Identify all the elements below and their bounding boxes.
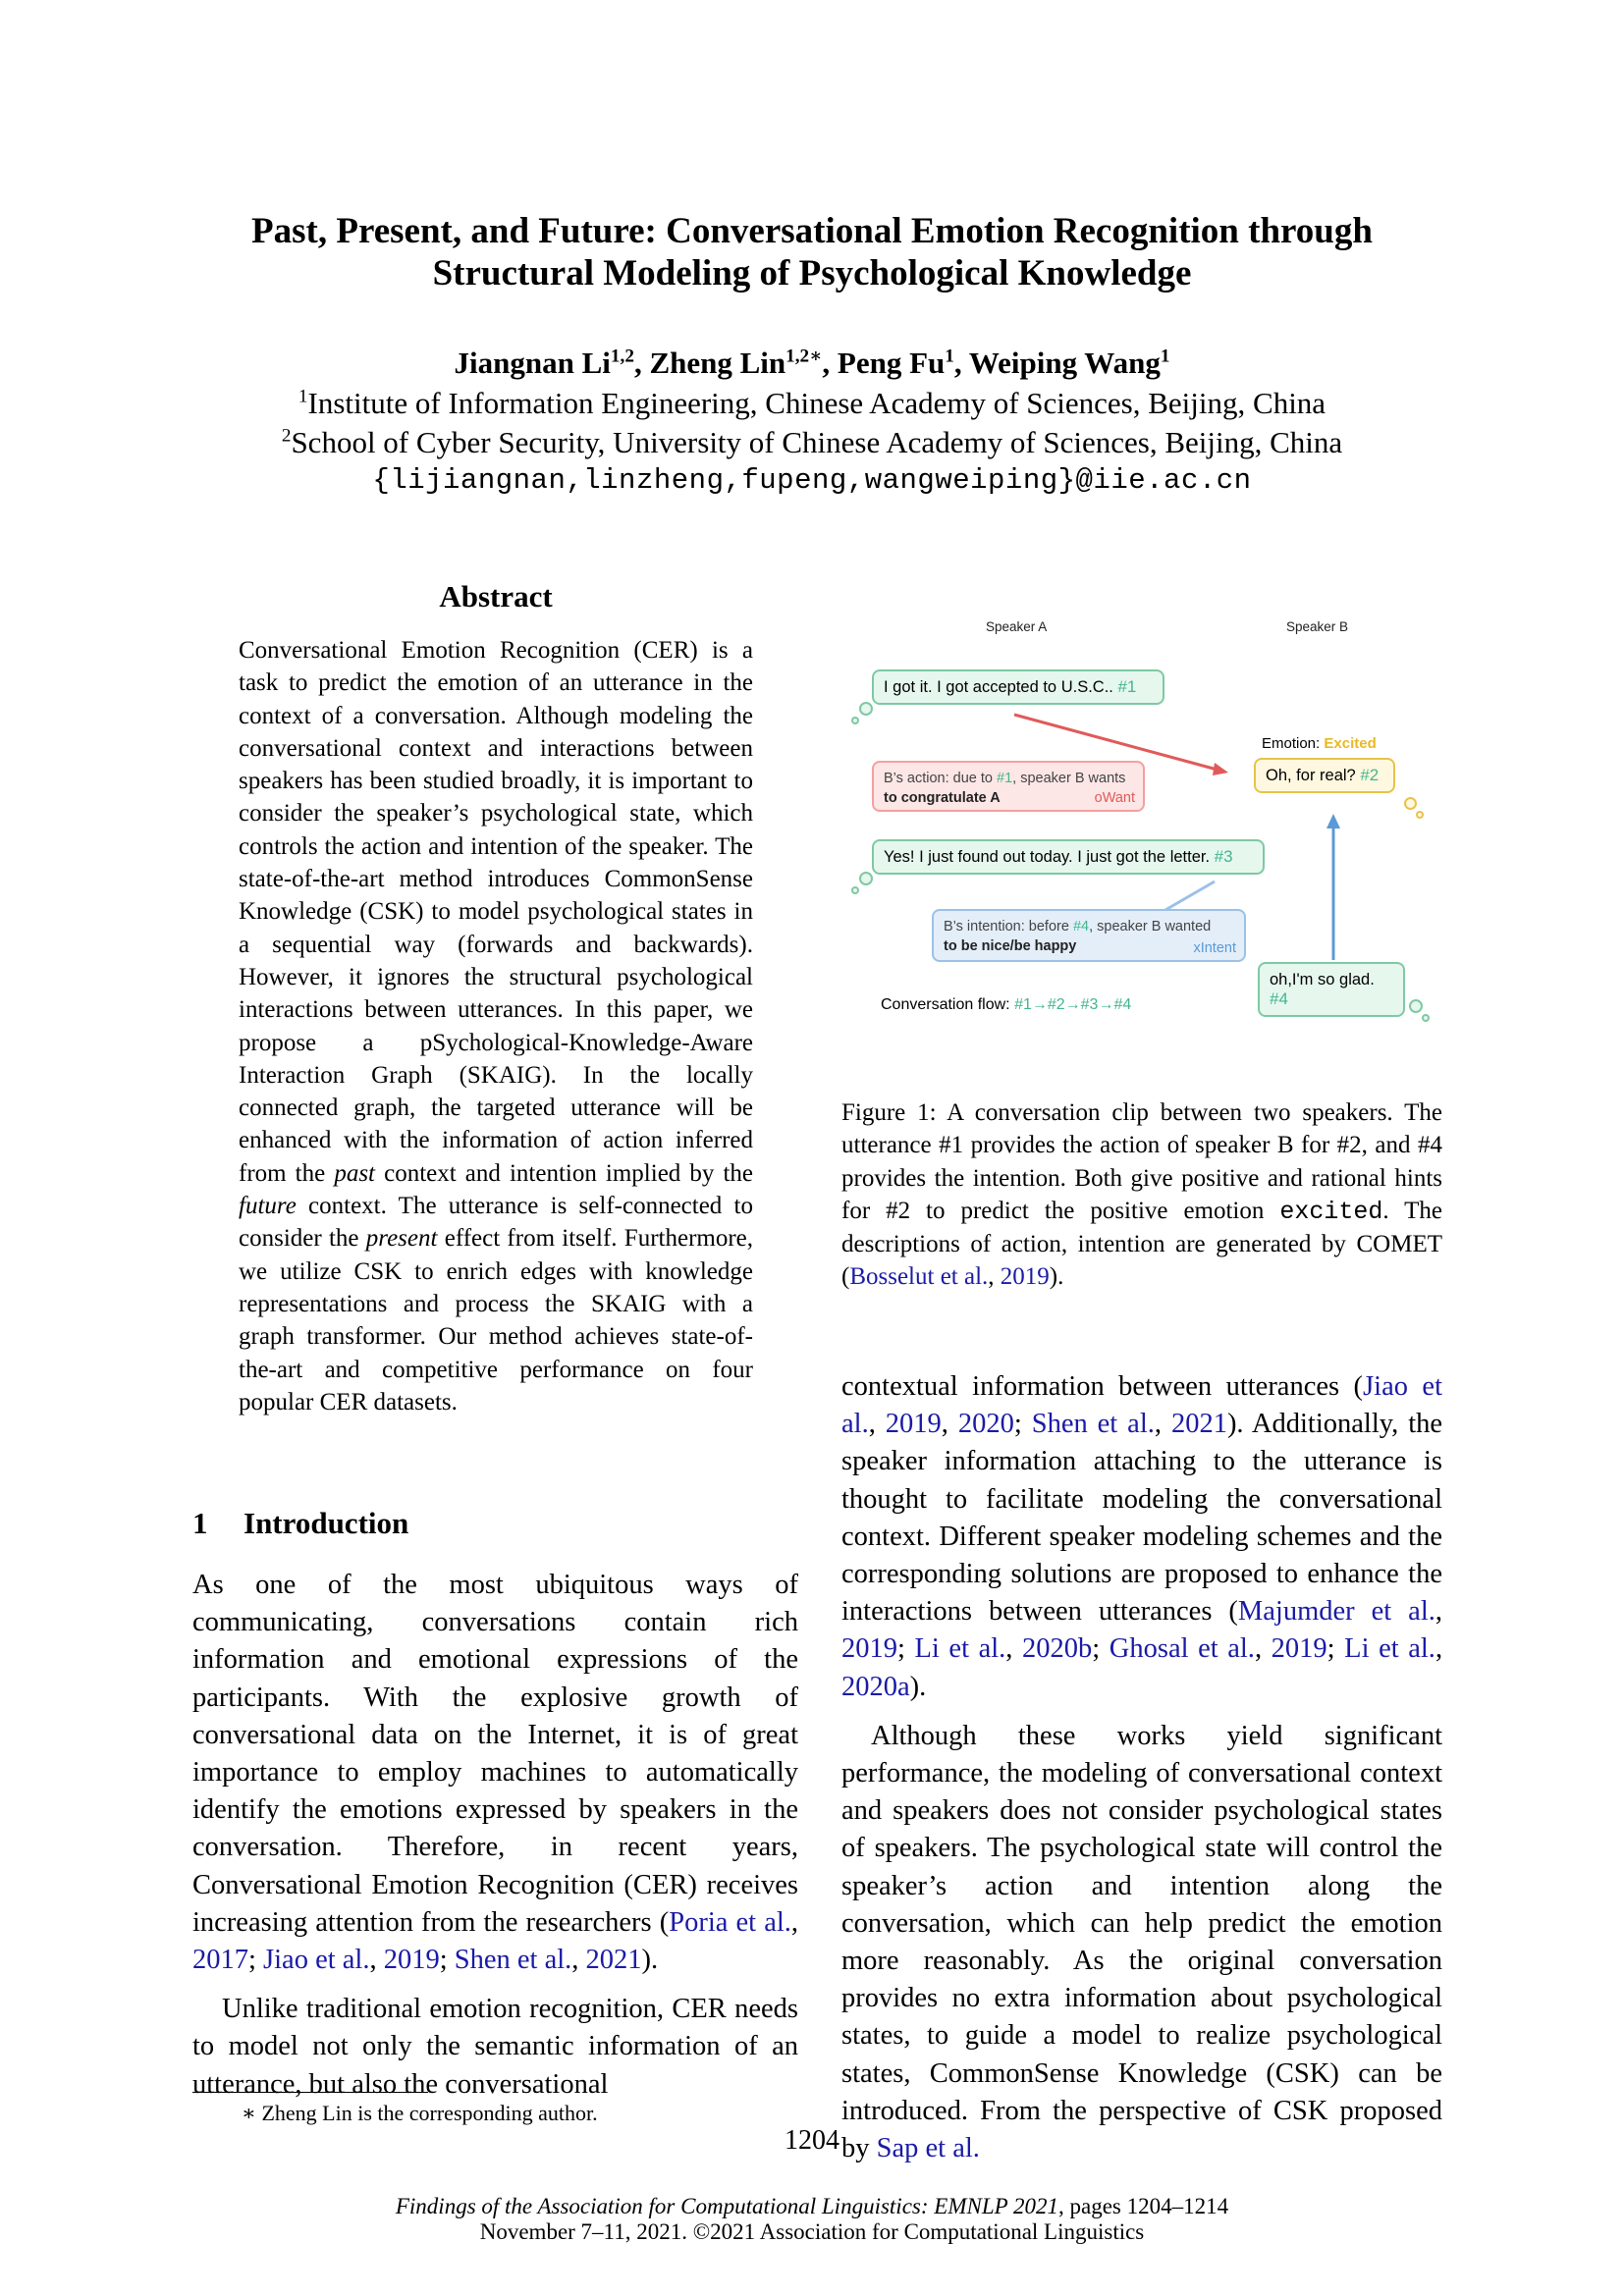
intention-box	[932, 909, 1246, 962]
venue-name: Findings of the Association for Computational Linguistics: EMNLP 2021	[395, 2194, 1058, 2218]
footnote: ∗ Zheng Lin is the corresponding author.	[242, 2101, 598, 2125]
citation-link[interactable]: Bosselut et al.	[849, 1263, 989, 1291]
flow-label: Conversation flow:	[881, 996, 1015, 1013]
emotion-value: Excited	[1324, 735, 1377, 752]
action-bold: to congratulate A	[884, 790, 1001, 806]
action-ref: #1	[997, 771, 1013, 786]
venue-line-1	[0, 2194, 1624, 2219]
title-line-1: Past, Present, and Future: Conversational Emotion Recognition through	[251, 211, 1373, 251]
intention-bold: to be nice/be happy	[944, 938, 1077, 954]
citation-link[interactable]: Shen et al.	[1031, 1409, 1155, 1440]
citation-year-link[interactable]: 2020b	[1022, 1633, 1093, 1665]
intro-paragraph-2: Unlike traditional emotion recognition, CER needs to model not only the semantic information of an utterance, but also the conversational	[192, 1994, 798, 2100]
citation-link[interactable]: Poria et al.	[669, 1906, 791, 1938]
right-text-1b: ). Additionally, the speaker information attaching to the utterance is thought to facilitate modeling the conversational context. Different speaker modeling schemes and the corresponding solutions are proposed to enhance the interactions between utterances (	[841, 1409, 1443, 1628]
utterance-4-tag: #4	[1270, 989, 1288, 1008]
venue-footer	[0, 2194, 1624, 2245]
citation-year-link[interactable]: 2019	[1271, 1633, 1327, 1665]
citation-link[interactable]: Majumder et al.	[1237, 1596, 1435, 1628]
right-column-body	[841, 1368, 1442, 2167]
intention-relation: xIntent	[1193, 940, 1236, 956]
author-emails: {lijiangnan,linzheng,fupeng,wangweiping}@iie.ac.cn	[372, 464, 1252, 497]
abstract-text-1: Conversational Emotion Recognition (CER) is a task to predict the emotion of an utterance in the context of a conversation. Although modeling the conversational context and interactions between speakers has been studied broadly, it is important to consider the speaker’s psychological state, which controls the action and intention of the speaker. The state-of-the-art method introduces CommonSense Knowledge (CSK) to model psychological states in a sequential way (forwards and backwards). However, it ignores the structural psychological interactions between utterances. In this paper, we propose a pSychological-Knowledge-Aware Interaction Graph (SKAIG). In the locally connected graph, the targeted utterance will be enhanced with the information of action inferred from the	[239, 637, 753, 1187]
thought-bubble	[1422, 1014, 1430, 1022]
author-2: Zheng Lin	[649, 346, 786, 380]
utterance-2-tag: #2	[1360, 766, 1380, 784]
left-column-body	[192, 1567, 798, 2104]
venue-line-2: November 7–11, 2021. ©2021 Association for Computational Linguistics	[479, 2219, 1145, 2244]
author-2-sup: 1,2∗	[785, 346, 823, 367]
utterance-4	[1258, 962, 1405, 1017]
utterance-3-tag: #3	[1214, 847, 1233, 866]
section-number: 1	[192, 1506, 208, 1540]
right-paragraph-2	[841, 1718, 1442, 2167]
footnote-rule	[192, 2092, 428, 2093]
citation-year-link[interactable]: 2019	[383, 1945, 440, 1976]
flow-value: #1→#2→#3→#4	[1014, 996, 1132, 1013]
caption-text-b: . The descriptions of action, intention are generated by COMET (	[841, 1197, 1442, 1291]
thought-bubble	[1404, 797, 1417, 810]
citation-link[interactable]: Jiao et al.	[841, 1371, 1442, 1440]
venue-pages: , pages 1204–1214	[1058, 2194, 1229, 2218]
section-heading-introduction	[192, 1506, 408, 1541]
right-text-1c: ).	[909, 1671, 927, 1702]
utterance-1-text: I got it. I got accepted to U.S.C..	[884, 678, 1113, 696]
caption-text-a: Figure 1: A conversation clip between two speakers. The utterance #1 provides the action of speaker B for #2, and #4 provides the intention. Both give positive and rational hints for #2 to predict the positive emotion	[841, 1099, 1442, 1224]
thought-bubble	[851, 886, 859, 894]
action-text-1: B’s action: due to	[884, 771, 998, 786]
citation-link[interactable]: Jiao et al.	[263, 1945, 370, 1976]
utterance-1-tag: #1	[1117, 677, 1137, 696]
action-text-2: , speaker B wants	[1012, 771, 1126, 786]
intention-ref: #4	[1072, 919, 1090, 934]
utterance-4-text: oh,I'm so glad.	[1270, 971, 1375, 988]
affiliation-1	[147, 384, 1477, 423]
citation-year-link[interactable]: 2020	[957, 1409, 1014, 1440]
abstract-text-2: context and intention implied by the	[375, 1159, 754, 1187]
author-1: Jiangnan Li	[454, 346, 611, 380]
thought-bubble	[1416, 811, 1424, 819]
emotion-label-text: Emotion:	[1262, 735, 1325, 752]
speaker-b-label: Speaker B	[1286, 619, 1349, 634]
utterance-2-text: Oh, for real?	[1266, 767, 1356, 784]
author-4-sup: 1	[1160, 346, 1170, 367]
citation-year-link[interactable]: 2017	[192, 1945, 248, 1976]
utterance-3	[872, 839, 1265, 875]
abstract-body	[239, 634, 753, 1418]
caption-excited: excited	[1279, 1197, 1383, 1226]
affil-1-text: Institute of Information Engineering, Chinese Academy of Sciences, Beijing, China	[307, 386, 1326, 420]
right-text-1a: contextual information between utterances (	[841, 1371, 1364, 1402]
affil-1-sup: 1	[298, 386, 308, 407]
author-4: Weiping Wang	[968, 346, 1161, 380]
affil-2-text: School of Cyber Security, University of Chinese Academy of Sciences, Beijing, China	[291, 425, 1343, 459]
abstract-heading: Abstract	[439, 579, 553, 614]
right-paragraph-1: contextual information between utterances (Jiao et al., 2019, 2020; Shen et al., 2021). Additionally, the speaker information attaching to the utterance is thought to facilitate modeling the conversational context. Different speaker modeling schemes and the corresponding solutions are proposed to enhance the interactions between utterances (Majumder et al., 2019; Li et al., 2020b; Ghosal et al., 2019; Li et al., 2020a).	[841, 1371, 1443, 1702]
speaker-a-label: Speaker A	[986, 619, 1048, 634]
author-list: Jiangnan Li$^{1,2}$, Zheng Lin$^{1,2∗}$, Peng Fu$^1$, Weiping Wang$^1$	[454, 346, 1170, 380]
utterance-3-text: Yes! I just found out today. I just got the letter.	[884, 848, 1211, 866]
paper-title	[147, 210, 1477, 294]
citation-year-link[interactable]: 2021	[585, 1945, 642, 1976]
affiliation-2	[147, 423, 1477, 462]
conversation-flow	[881, 996, 1131, 1014]
caption-text-c: ).	[1049, 1263, 1064, 1291]
utterance-1	[872, 669, 1164, 705]
intention-text-2: , speaker B wanted	[1089, 919, 1212, 934]
abstract-text-3: context. The utterance is self-connected to consider the	[239, 1193, 753, 1253]
author-3-sup: 1	[945, 346, 954, 367]
thought-bubble	[851, 717, 859, 724]
thought-bubble	[859, 872, 873, 885]
citation-link[interactable]: Sap et al.	[876, 2133, 980, 2164]
intention-text-1: B’s intention: before	[944, 919, 1073, 934]
abstract-text-4: effect from itself. Furthermore, we utilize CSK to enrich edges with knowledge representations and process the SKAIG with a graph transformer. Our method achieves state-of-the-art and competitive performance on four popular CER datasets.	[239, 1225, 754, 1415]
right-text-2: Although these works yield significant performance, the modeling of conversational context and speakers does not consider psychological states of speakers. The psychological state will control the speaker’s action and intention along the conversation, which can help predict the emotion more reasonably. As the original conversation provides no extra information about psychological states, to guide a model to realize psychological states, CommonSense Knowledge (CSK) can be introduced. From the perspective of CSK proposed by	[841, 1720, 1442, 2164]
citation-link[interactable]: Li et al.	[914, 1633, 1006, 1665]
thought-bubble	[1409, 999, 1423, 1013]
citation-year-link[interactable]: 2019	[885, 1409, 942, 1440]
utterance-2	[1254, 758, 1395, 793]
citation-year-link[interactable]: 2019	[841, 1633, 897, 1665]
page-number: 1204	[785, 2125, 839, 2156]
intro-text-1-end: ).	[641, 1945, 659, 1976]
author-3: Peng Fu	[837, 346, 946, 380]
citation-year-link[interactable]: 2020a	[841, 1671, 910, 1702]
abstract-past: past	[334, 1159, 376, 1187]
citation-link[interactable]: Li et al.	[1344, 1633, 1435, 1665]
action-relation: oWant	[1094, 790, 1135, 806]
title-line-2: Structural Modeling of Psychological Knowledge	[432, 253, 1192, 294]
abstract-present: present	[365, 1225, 438, 1253]
intro-text-1: As one of the most ubiquitous ways of communicating, conversations contain rich information and emotional expressions of the participants. With the explosive growth of conversational data on the Internet, it is of great importance to employ machines to automatically identify the emotions expressed by speakers in the conversation. Therefore, in recent years, Conversational Emotion Recognition (CER) receives increasing attention from the researchers (	[192, 1570, 798, 1938]
figure-1	[841, 604, 1442, 1036]
action-box	[872, 761, 1145, 812]
figure-1-caption: Figure 1: A conversation clip between two speakers. The utterance #1 provides the action of speaker B for #2, and #4 provides the intention. Both give positive and rational hints for #2 to predict the positive emotion excited. The descriptions of action, intention are generated by COMET (Bosselut et al., 2019).	[841, 1099, 1442, 1291]
author-1-sup: 1,2	[610, 346, 634, 367]
affil-2-sup: 2	[281, 425, 292, 447]
citation-link[interactable]: Shen et al.	[454, 1945, 572, 1976]
abstract-future: future	[239, 1193, 297, 1220]
thought-bubble	[859, 702, 873, 716]
intro-paragraph-1: As one of the most ubiquitous ways of communicating, conversations contain rich information and emotional expressions of the participants. With the explosive growth of conversational data on the Internet, it is of great importance to employ machines to automatically identify the emotions expressed by speakers in the conversation. Therefore, in recent years, Conversational Emotion Recognition (CER) receives increasing attention from the researchers (Poria et al., 2017; Jiao et al., 2019; Shen et al., 2021).	[192, 1570, 799, 1976]
citation-year-link[interactable]: 2019	[1000, 1263, 1050, 1291]
emotion-label	[1262, 735, 1377, 752]
section-title: Introduction	[244, 1506, 409, 1540]
action-arrow-head	[1213, 763, 1228, 775]
citation-year-link[interactable]: 2021	[1170, 1409, 1227, 1440]
citation-link[interactable]: Ghosal et al.	[1109, 1633, 1255, 1665]
intention-arrow-head	[1326, 814, 1340, 828]
